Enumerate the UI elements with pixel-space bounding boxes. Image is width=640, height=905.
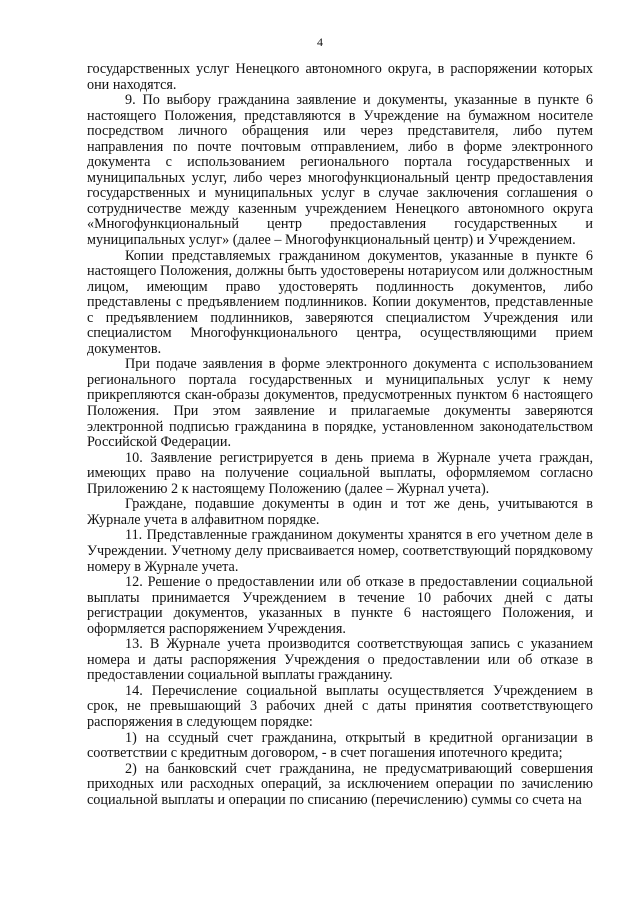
paragraph-item-13: 13. В Журнале учета производится соответствующая запись с указанием номера и даты распоряжения Учреждения о предоставлении или об отказе в предоставлении социальной выплаты гражданину. [87, 636, 593, 684]
paragraph-item-11: 11. Представленные гражданином документы хранятся в его учетном деле в Учреждении. Учетному делу присваивается номер, соответствующий порядковому номеру в Журнале учета. [87, 527, 593, 575]
paragraph-item-14: 14. Перечисление социальной выплаты осуществляется Учреждением в срок, не превышающий 3 рабочих дней с даты принятия соответствующего распоряжения в следующем порядке: [87, 682, 593, 730]
paragraph-item-9: 9. По выбору гражданина заявление и документы, указанные в пункте 6 настоящего Положения, представляются в Учреждение на бумажном носителе посредством личного обращения или через представителя, либо путем направления по почте почтовым отправлением, либо в форме электронного документа с использованием регионального портала государственных и муниципальных услуг, либо через многофункциональный центр предоставления государственных и муниципальных услуг в случае заключения соглашения о сотрудничестве между казенным учреждением Ненецкого автономного округа «Многофункциональный центр предоставления государственных и муниципальных услуг» (далее – Многофункциональный центр) и Учреждением. [87, 92, 593, 249]
paragraph-subitem-1: 1) на ссудный счет гражданина, открытый в кредитной организации в соответствии с кредитным договором, - в счет погашения ипотечного кредита; [87, 729, 593, 762]
page-number: 4 [317, 35, 323, 49]
paragraph-continuation: государственных услуг Ненецкого автономного округа, в распоряжении которых они находятся. [87, 61, 593, 93]
paragraph-subitem-2: 2) на банковский счет гражданина, не предусматривающий совершения приходных или расходных операций, за исключением операции по зачислению социальной выплаты и операции по списанию (перечислению) суммы со счета на [87, 760, 593, 808]
paragraph-item-12: 12. Решение о предоставлении или об отказе в предоставлении социальной выплаты принимается Учреждением в течение 10 рабочих дней с даты регистрации документов, указанных в пункте 6 настоящего Положения, и оформляется распоряжением Учреждения. [87, 574, 593, 637]
paragraph-item-10: 10. Заявление регистрируется в день приема в Журнале учета граждан, имеющих право на получение социальной выплаты, оформляемом согласно Приложению 2 к настоящему Положению (далее – Журнал учета). [87, 449, 593, 497]
paragraph-same-day: Граждане, подавшие документы в один и тот же день, учитываются в Журнале учета в алфавитном порядке. [87, 496, 593, 528]
paragraph-electronic-submission: При подаче заявления в форме электронного документа с использованием регионального портала государственных и муниципальных услуг к нему прикрепляются скан-образы документов, предусмотренных пунктом 6 настоящего Положения. При этом заявление и прилагаемые документы заверяются электронной подписью гражданина в порядке, установленном законодательством Российской Федерации. [87, 356, 593, 451]
paragraph-copies: Копии представляемых гражданином документов, указанные в пункте 6 настоящего Положения, должны быть удостоверены нотариусом или должностным лицом, имеющим право удостоверять подлинность документов, либо представлены с предъявлением подлинников. Копии документов, представленные с предъявлением подлинников, заверяются специалистом Учреждения или специалистом Многофункционального центра, осуществляющими прием документов. [87, 247, 593, 357]
document-body [87, 62, 593, 808]
